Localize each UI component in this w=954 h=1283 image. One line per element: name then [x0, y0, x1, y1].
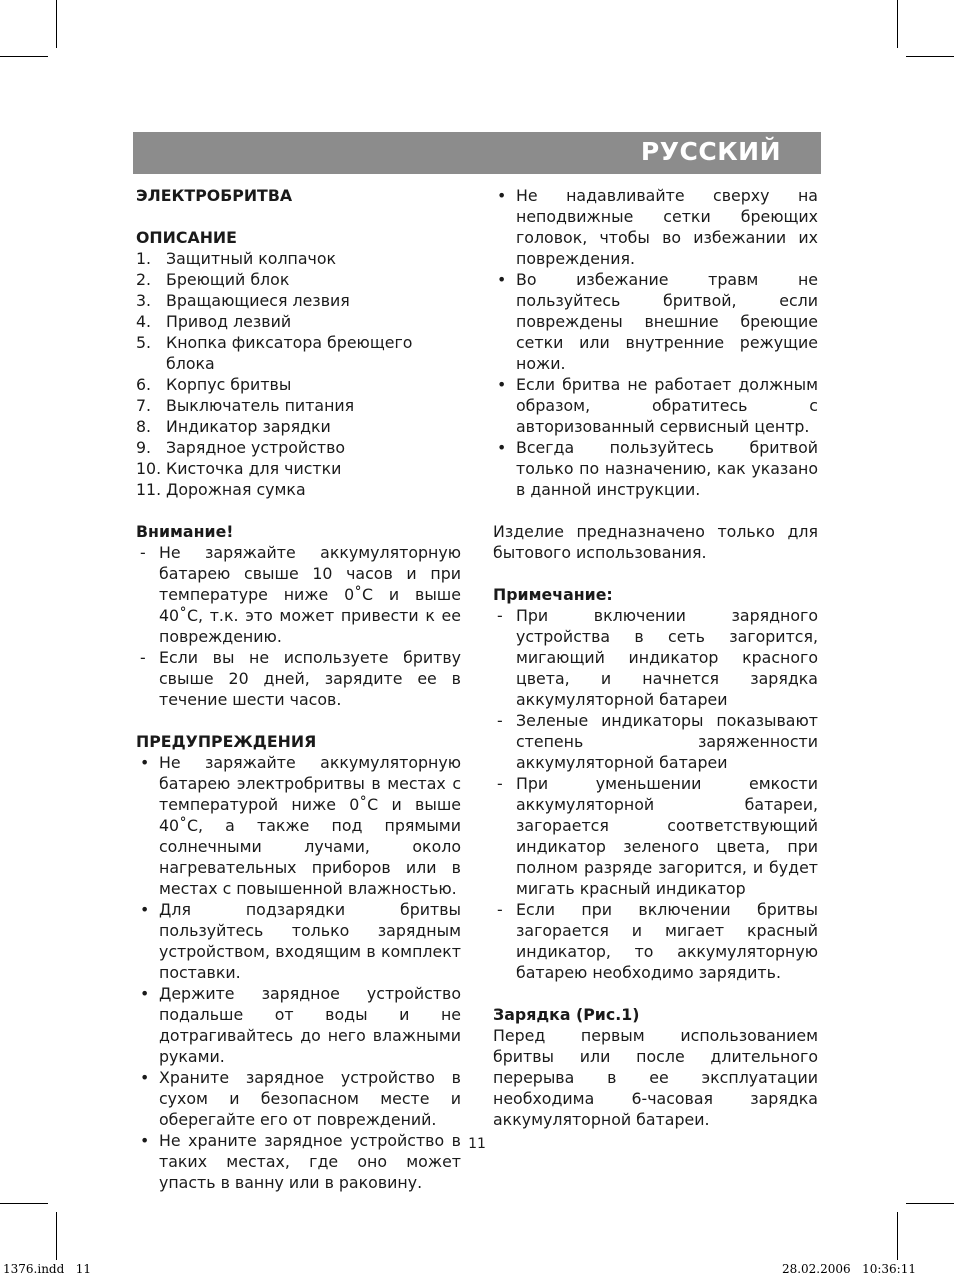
warnings-heading: ПРЕДУПРЕЖДЕНИЯ [136, 732, 317, 751]
page-number: 11 [468, 1136, 486, 1152]
list-item: • Во избежание травм не пользуйтесь бритвой, если повреждены внешние бреющие сетки или внутренние режущие ножи. [497, 270, 818, 373]
list-item: - Не заряжайте аккумуляторную батарею свыше 10 часов и при температуре ниже 0˚С и выше 40˚С, т.к. это может привести к ее повреждению. [140, 543, 461, 646]
crop-mark-bottom-left-horizontal [0, 1203, 48, 1204]
list-item: 4. Привод лезвий [136, 312, 292, 331]
crop-mark-bottom-left-vertical [56, 1212, 57, 1260]
footer-file-name: 1376.indd 11 [3, 1262, 91, 1276]
description-heading: ОПИСАНИЕ [136, 228, 237, 247]
list-item: - Зеленые индикаторы показывают степень заряженности аккумуляторной батареи [497, 711, 818, 772]
list-item: • Если бритва не работает должным образом, обратитесь с авторизованный сервисный центр. [497, 375, 818, 436]
crop-mark-bottom-right-vertical [897, 1212, 898, 1260]
list-item: - Если при включении бритвы загорается и мигает красный индикатор, то аккумуляторную батарею необходимо зарядить. [497, 900, 818, 982]
parts-list [136, 248, 461, 500]
crop-mark-top-left-vertical [56, 0, 57, 48]
list-item: • Держите зарядное устройство подальше от воды и не дотрагивайтесь до него влажными руками. [140, 984, 461, 1066]
left-column [136, 185, 461, 1193]
list-item: 8. Индикатор зарядки [136, 417, 331, 436]
household-use-text: Изделие предназначено только для бытового использования. [493, 522, 818, 562]
note-heading: Примечание: [493, 585, 613, 604]
crop-mark-top-left-horizontal [0, 56, 48, 57]
list-item: - При уменьшении емкости аккумуляторной батареи, загорается соответствующий индикатор зеленого цвета, при полном разряде загорится, и будет мигать красный индикатор [497, 774, 818, 898]
list-item: 2. Бреющий блок [136, 270, 290, 289]
attention-heading: Внимание! [136, 522, 234, 541]
list-item: 1. Защитный колпачок [136, 249, 337, 268]
list-item: 9. Зарядное устройство [136, 438, 346, 457]
list-item: • Храните зарядное устройство в сухом и безопасном месте и оберегайте его от повреждений. [140, 1068, 461, 1129]
list-item: • Не храните зарядное устройство в таких местах, где оно может упасть в ванну или в раковину. [140, 1131, 461, 1192]
crop-mark-top-right-horizontal [906, 56, 954, 57]
list-item: - Если вы не используете бритву свыше 20 дней, зарядите ее в течение шести часов. [140, 648, 461, 709]
list-item: • Не заряжайте аккумуляторную батарею электробритвы в местах с температурой ниже 0˚С и выше 40˚С, а также под прямыми солнечными лучами, около нагревательных приборов или в местах с повышенной влажностью. [140, 753, 461, 898]
list-item: 3. Вращающиеся лезвия [136, 291, 350, 310]
list-item: 5. Кнопка фиксатора бреющего блока [136, 333, 413, 373]
right-column [493, 185, 818, 1130]
language-header-bar [133, 132, 821, 174]
crop-mark-top-right-vertical [897, 0, 898, 48]
charging-heading: Зарядка (Рис.1) [493, 1005, 640, 1024]
charging-text: Перед первым использованием бритвы или после длительного перерыва в ее эксплуатации необходима 6-часовая зарядка аккумуляторной батареи. [493, 1026, 818, 1129]
footer-timestamp: 28.02.2006 10:36:11 [781, 1262, 916, 1276]
list-item: • Не надавливайте сверху на неподвижные сетки бреющих головок, чтобы во избежании их повреждения. [497, 186, 818, 268]
product-title: ЭЛЕКТРОБРИТВА [136, 186, 293, 205]
list-item: • Всегда пользуйтесь бритвой только по назначению, как указано в данной инструкции. [497, 438, 818, 499]
list-item: 11. Дорожная сумка [136, 480, 306, 499]
list-item: 6. Корпус бритвы [136, 375, 292, 394]
language-title: РУССКИЙ [640, 137, 781, 166]
list-item: • Для подзарядки бритвы пользуйтесь только зарядным устройством, входящим в комплект поставки. [140, 900, 461, 982]
crop-mark-bottom-right-horizontal [906, 1203, 954, 1204]
list-item: - При включении зарядного устройства в сеть загорится, мигающий индикатор красного цвета, и начнется зарядка аккумуляторной батареи [497, 606, 818, 709]
list-item: 7. Выключатель питания [136, 396, 355, 415]
list-item: 10. Кисточка для чистки [136, 459, 342, 478]
